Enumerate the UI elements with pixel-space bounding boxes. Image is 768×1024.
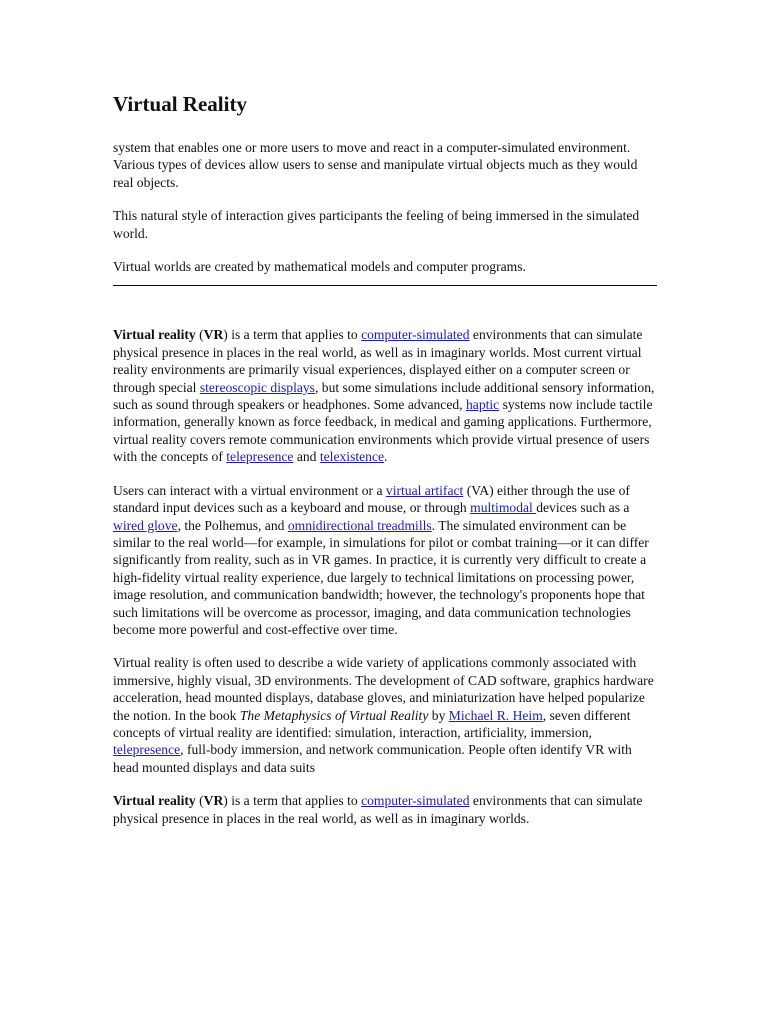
document-page [113, 89, 657, 843]
text-span: devices such as a [536, 500, 630, 516]
text-span: , the Polhemus, and [177, 517, 288, 533]
bold-term: VR [203, 327, 224, 343]
text-span: Virtual reality is often used to describe a wide variety of applications commonly associated with immersive, highly visual, 3D environments. The development of CAD software, graphics hardware acceleration, head mounted displays, database gloves, and miniaturization have helped popularize the notion. In the book [113, 655, 654, 723]
text-span: (VA) either through the use of standard input devices such as a keyboard and mouse, or through [113, 482, 630, 516]
text-span: Users can interact with a virtual environment or a [113, 482, 386, 498]
text-span: ) is a term that applies to [223, 327, 362, 343]
link-stereoscopic-displays[interactable]: stereoscopic displays [199, 379, 315, 395]
book-title: The Metaphysics of Virtual Reality [239, 707, 429, 723]
intro-paragraph-3: Virtual worlds are created by mathematical models and computer programs. [113, 259, 526, 275]
link-haptic[interactable]: haptic [465, 397, 500, 413]
intro-paragraph-1: system that enables one or more users to move and react in a computer-simulated environment. Various types of devices allow users to sense and manipulate virtual objects much as they would real objects. [113, 140, 638, 190]
link-multimodal[interactable]: multimodal [470, 500, 537, 516]
link-telexistence[interactable]: telexistence [319, 449, 385, 465]
paragraph-interaction [113, 482, 657, 639]
link-michael-heim[interactable]: Michael R. Heim [448, 707, 543, 723]
link-telepresence[interactable]: telepresence [226, 449, 294, 465]
paragraph-vr-definition-repeat [113, 792, 657, 827]
link-wired-glove[interactable]: wired glove [113, 517, 178, 533]
text-span: , seven different concepts of virtual reality are identified: simulation, interaction, artificiality, immersion, [113, 707, 631, 740]
text-span: , full-body immersion, and network communication. People often identify VR with head mounted displays and data suits [113, 742, 632, 775]
link-telepresence[interactable]: telepresence [113, 742, 181, 758]
link-computer-simulated[interactable]: computer-simulated [361, 327, 470, 343]
text-span: and [293, 449, 320, 465]
text-span: . [384, 449, 388, 465]
link-computer-simulated[interactable]: computer-simulated [361, 793, 470, 809]
paragraph-vr-definition [113, 326, 657, 465]
text-span: by [428, 707, 449, 723]
paragraph-applications [113, 654, 657, 776]
intro-paragraph-2: This natural style of interaction gives participants the feeling of being immersed in the simulated world. [113, 208, 640, 241]
text-span: ( [195, 793, 204, 809]
text-span: ( [195, 327, 204, 343]
page-title: Virtual Reality [113, 92, 247, 116]
bold-term: VR [203, 793, 224, 809]
text-span: , but some simulations include additional sensory information, such as sound through speakers or headphones. Some advanced, [113, 379, 655, 413]
text-span: . The simulated environment can be similar to the real world—for example, in simulations for pilot or combat training—or it can differ significantly from reality, such as in VR games. In practice, it is currently very difficult to create a high-fidelity virtual reality experience, due largely to technical limitations on processing power, image resolution, and communication bandwidth; however, the technology's proponents hope that such limitations will be overcome as processor, imaging, and data communication technologies become more powerful and cost-effective over time. [113, 517, 649, 637]
bold-term: Virtual reality [113, 327, 196, 343]
link-omnidirectional-treadmills[interactable]: omnidirectional treadmills [287, 517, 432, 533]
bold-term: Virtual reality [113, 793, 196, 809]
text-span: systems now include tactile information, generally known as force feedback, in medical and gaming applications. Furthermore, virtual reality covers remote communication environments which provide virtual presence of users with the concepts of [113, 397, 653, 465]
link-virtual-artifact[interactable]: virtual artifact [385, 482, 464, 498]
text-span: environments that can simulate physical presence in places in the real world, as well as in imaginary worlds. Most current virtual reality environments are primarily visual experiences, displayed either on a computer screen or through special [113, 327, 643, 395]
section-divider [113, 285, 657, 286]
text-span: environments that can simulate physical presence in places in the real world, as well as in imaginary worlds. [113, 793, 643, 826]
text-span: ) is a term that applies to [223, 793, 362, 809]
